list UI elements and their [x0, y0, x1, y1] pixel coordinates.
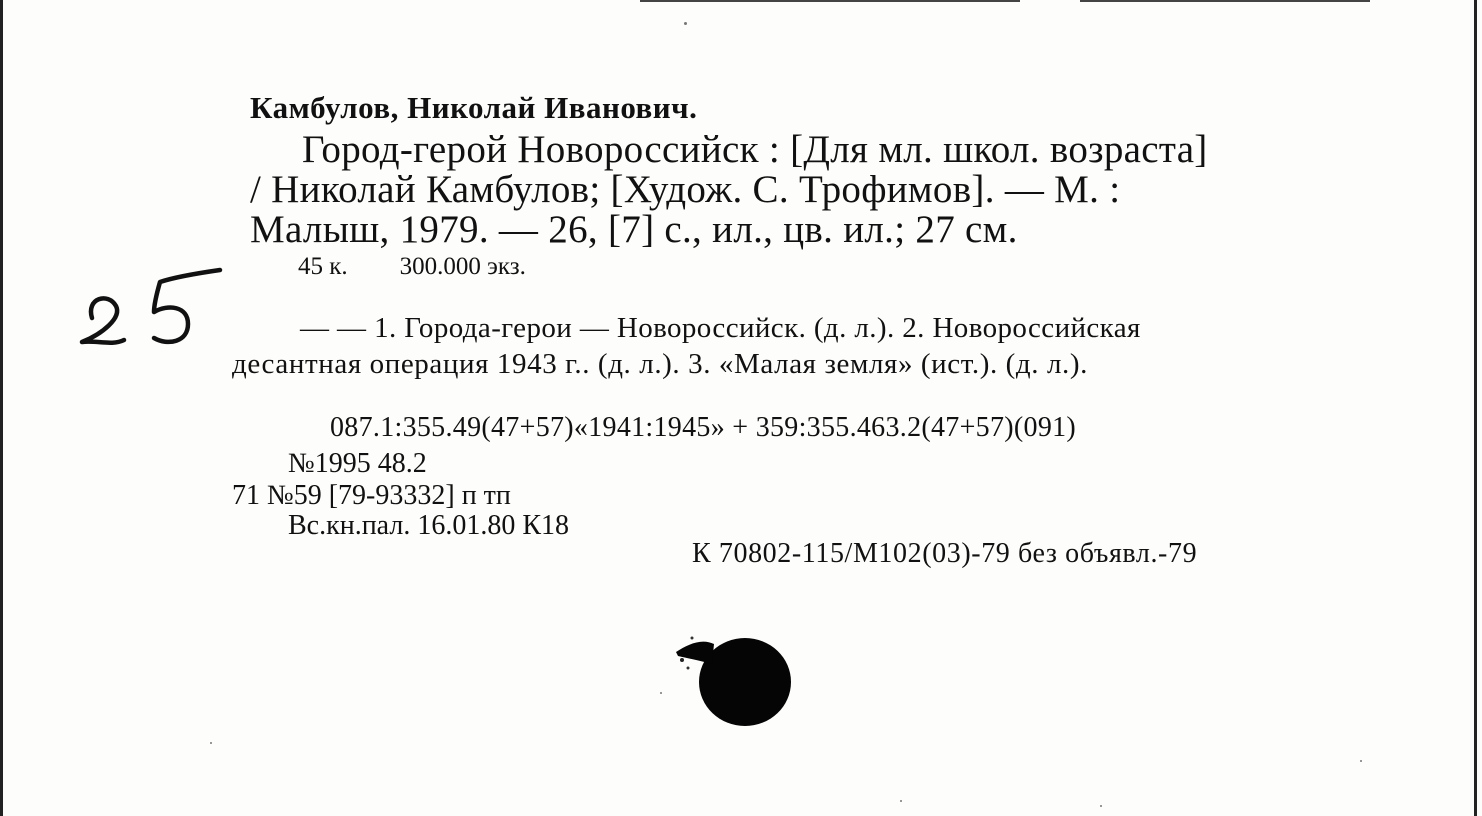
- card-title-line-1: Город-герой Новороссийск : [Для мл. школ. возраста]: [302, 128, 1208, 171]
- card-subjects-line-1: — — 1. Города-герои — Новороссийск. (д. л.). 2. Новороссийская: [300, 312, 1141, 344]
- handwritten-number: [72, 256, 232, 356]
- scan-speck: [660, 692, 662, 694]
- card-print-run: 300.000 экз.: [399, 253, 526, 280]
- scan-speck: [210, 742, 212, 744]
- card-subjects-line-2: десантная операция 1943 г.. (д. л.). 3. «Малая земля» (ист.). (д. л.).: [232, 348, 1088, 380]
- scan-speck: [900, 800, 902, 802]
- scan-speck: [1100, 805, 1102, 807]
- card-price: 45 к.: [298, 253, 348, 280]
- card-title-line-3: Малыш, 1979. — 26, [7] с., ил., цв. ил.; 27 см.: [250, 208, 1018, 251]
- scan-speck: [684, 22, 687, 25]
- card-chamber-line: Вс.кн.пал. 16.01.80 К18: [288, 510, 569, 541]
- scan-speck: [1360, 760, 1362, 762]
- card-title-line-2: / Николай Камбулов; [Худож. С. Трофимов]. — М. :: [250, 168, 1121, 211]
- punch-hole: [668, 630, 798, 730]
- card-number-line: №1995 48.2: [288, 448, 427, 479]
- card-code-line: К 70802-115/М102(03)-79 без объявл.-79: [692, 538, 1198, 569]
- card-right-edge: [1474, 0, 1477, 816]
- card-top-edge: [640, 0, 1020, 2]
- card-udc-line: 087.1:355.49(47+57)«1941:1945» + 359:355.463.2(47+57)(091): [330, 412, 1077, 443]
- card-top-edge-right: [1080, 0, 1370, 2]
- card-price-line: [298, 254, 526, 279]
- card-left-edge: [0, 0, 3, 816]
- card-registration-line: 71 №59 [79-93332] п тп: [232, 480, 511, 511]
- card-author: Камбулов, Николай Иванович.: [250, 90, 698, 125]
